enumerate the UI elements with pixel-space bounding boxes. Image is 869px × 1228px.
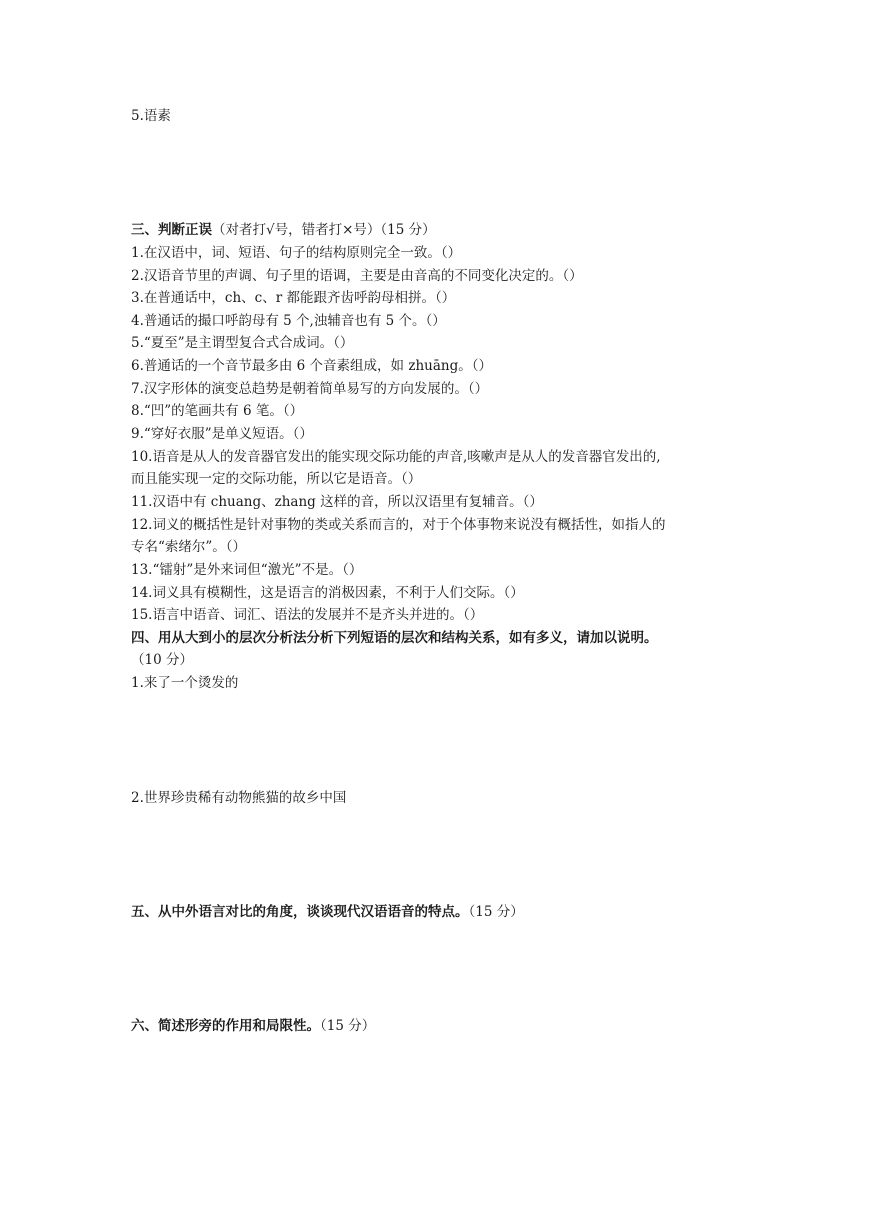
- question-item: 4.普通话的撮口呼韵母有 5 个,浊辅音也有 5 个。（）: [131, 313, 446, 329]
- question-item: 1.来了一个烫发的: [131, 675, 239, 691]
- question-item: 5.语素: [131, 108, 171, 124]
- question-item: 7.汉字形体的演变总趋势是朝着简单易写的方向发展的。（）: [131, 381, 489, 397]
- section-heading: [131, 903, 751, 921]
- section-note: （10 分）: [131, 652, 193, 668]
- section-title: 六、简述形旁的作用和局限性。: [131, 1018, 320, 1034]
- section-title: 四、用从大到小的层次分析法分析下列短语的层次和结构关系，如有多义，请加以说明。: [131, 630, 658, 646]
- question-item-continuation: 专名“索绪尔”。（）: [131, 539, 247, 555]
- question-item: 14.词义具有模糊性，这是语言的消极因素，不利于人们交际。（）: [131, 585, 524, 601]
- question-item: 3.在普通话中，ch、c、r 都能跟齐齿呼韵母相拼。（）: [131, 290, 456, 306]
- question-item: 12.词义的概括性是针对事物的类或关系而言的，对于个体事物来说没有概括性，如指人的: [131, 517, 666, 533]
- question-item: 10.语音是从人的发音器官发出的能实现交际功能的声音,咳嗽声是从人的发音器官发出的,: [131, 449, 661, 465]
- section-heading: [131, 1017, 751, 1035]
- section-heading: [131, 221, 751, 239]
- question-item: 5.“夏至”是主谓型复合式合成词。（）: [131, 335, 354, 351]
- question-item: 2.汉语音节里的声调、句子里的语调，主要是由音高的不同变化决定的。（）: [131, 268, 583, 284]
- question-item: 13.“镭射”是外来词但“激光”不是。（）: [131, 562, 363, 578]
- question-item: 9.“穿好衣服”是单义短语。（）: [131, 426, 313, 442]
- question-item: 6.普通话的一个音节最多由 6 个音素组成，如 zhuāng。（）: [131, 358, 492, 374]
- question-item: 2.世界珍贵稀有动物熊猫的故乡中国: [131, 790, 347, 806]
- question-item: 8.“凹”的笔画共有 6 笔。（）: [131, 403, 304, 419]
- question-item-continuation: 而且能实现一定的交际功能，所以它是语音。（）: [131, 471, 422, 487]
- question-item: 15.语言中语音、词汇、语法的发展并不是齐头并进的。（）: [131, 607, 484, 623]
- section-title: 五、从中外语言对比的角度，谈谈现代汉语语音的特点。: [131, 904, 469, 920]
- section-title: 三、判断正误: [131, 222, 212, 238]
- section-note: （15 分）: [320, 1018, 376, 1034]
- section-note: （15 分）: [468, 904, 524, 920]
- question-item: 1.在汉语中，词、短语、句子的结构原则完全一致。（）: [131, 245, 462, 261]
- section-note: （对者打√号，错者打×号）（15 分）: [212, 222, 436, 238]
- question-item: 11.汉语中有 chuang、zhang 这样的音，所以汉语里有复辅音。（）: [131, 494, 543, 510]
